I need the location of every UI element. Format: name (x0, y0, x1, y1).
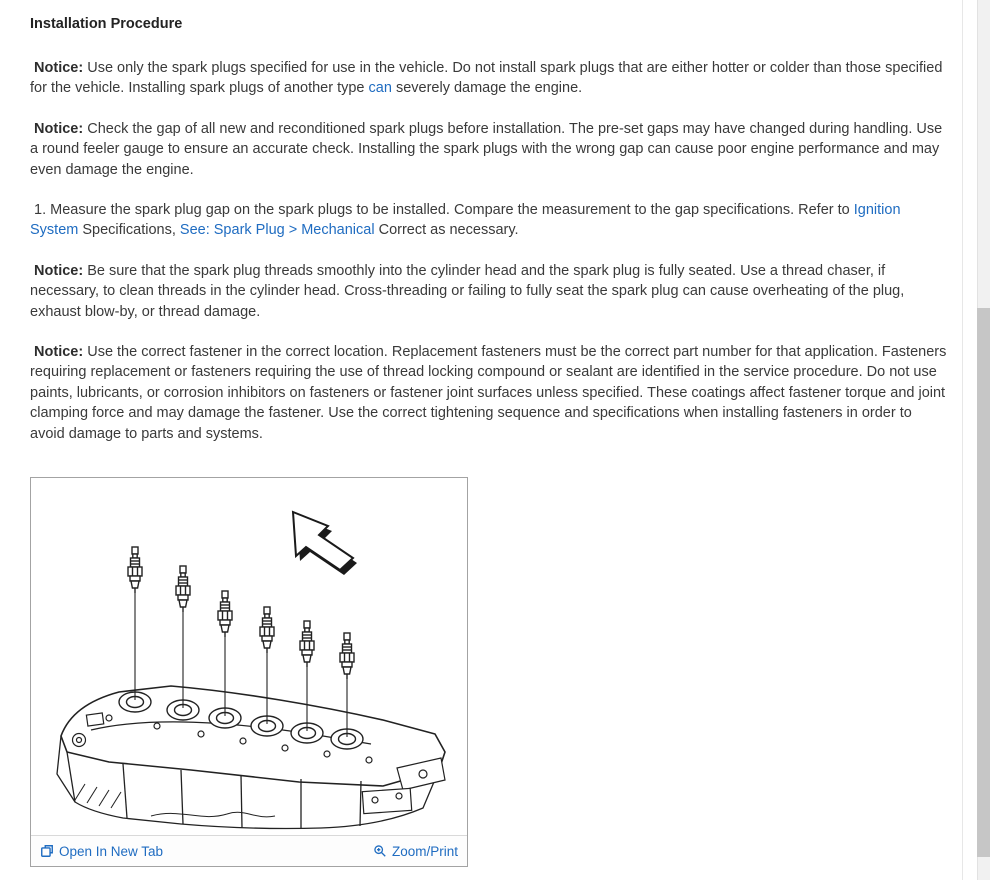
open-in-new-tab-link[interactable] (40, 844, 163, 859)
figure-footer (31, 835, 467, 866)
step-text: Correct as necessary. (374, 222, 519, 239)
notice-label: Notice: (30, 60, 84, 76)
zoom-print-label: Zoom/Print (391, 843, 458, 859)
document-body (30, 16, 951, 867)
link-ignition-system[interactable]: Ignition System (30, 202, 905, 239)
notice-text: Use only the spark plugs specified for use in the vehicle. Do not install spark plugs that are either hotter or colder than those specified for the vehicle. Installing spark plugs of another type (30, 60, 947, 97)
open-in-new-tab-label: Open In New Tab (59, 843, 164, 859)
figure-panel (30, 477, 468, 867)
notice-text: severely damage the engine. (391, 80, 583, 97)
step-text: 1. Measure the spark plug gap on the spark plugs to be installed. Compare the measurement to the gap specifications. Refer to (30, 202, 854, 219)
notice-text: Check the gap of all new and reconditioned spark plugs before installation. The pre-set gaps may have changed during handling. Use a round feeler gauge to ensure an accurate check. Installing the spark plugs with the wrong gap can cause poor engine performance and may even damage the engine. (30, 120, 947, 178)
scrollbar-thumb[interactable] (977, 308, 990, 857)
direction-arrow-icon (293, 512, 357, 575)
step-1-paragraph (30, 200, 948, 241)
link-can[interactable]: can (368, 80, 392, 97)
step-text: Specifications, (78, 222, 180, 239)
notice-paragraph-3 (30, 261, 948, 322)
notice-paragraph-4 (30, 342, 951, 444)
notice-label: Notice: (30, 344, 84, 361)
open-in-new-tab-icon (40, 844, 54, 858)
page-title: Installation Procedure (30, 16, 183, 32)
notice-label: Notice: (30, 120, 84, 137)
content-gutter-divider (962, 0, 963, 880)
engine-diagram[interactable] (31, 478, 467, 835)
notice-label: Notice: (30, 262, 84, 279)
notice-paragraph-2 (30, 119, 948, 180)
notice-text: Be sure that the spark plug threads smoothly into the cylinder head and the spark plug is fully seated. Use a thread chaser, if necessary, to clean threads in the cylinder head. Cross-threading or failing to fully seat the spark plug can cause overheating of the plug, exhaust blow-by, or thread damage. (30, 262, 909, 320)
link-see-spark-plug-mechanical[interactable]: See: Spark Plug > Mechanical (179, 222, 375, 239)
zoom-print-link[interactable] (373, 844, 458, 859)
notice-paragraph-1 (30, 58, 948, 99)
spark-plugs (128, 547, 354, 679)
notice-text: Use the correct fastener in the correct location. Replacement fasteners must be the correct part number for that application. Fasteners requiring replacement or fasteners requiring the use of thread locking compound or sealant are identified in the service procedure. Do not use paints, lubricants, or corrosion inhibitors on fasteners or fastener joint surfaces unless specified. These coatings affect fastener torque and joint clamping force and may damage the fastener. Use the correct tightening sequence and specifications when installing fasteners in order to avoid damage to parts and systems. (30, 344, 951, 442)
engine-diagram-svg (31, 478, 467, 835)
zoom-icon (373, 844, 387, 858)
